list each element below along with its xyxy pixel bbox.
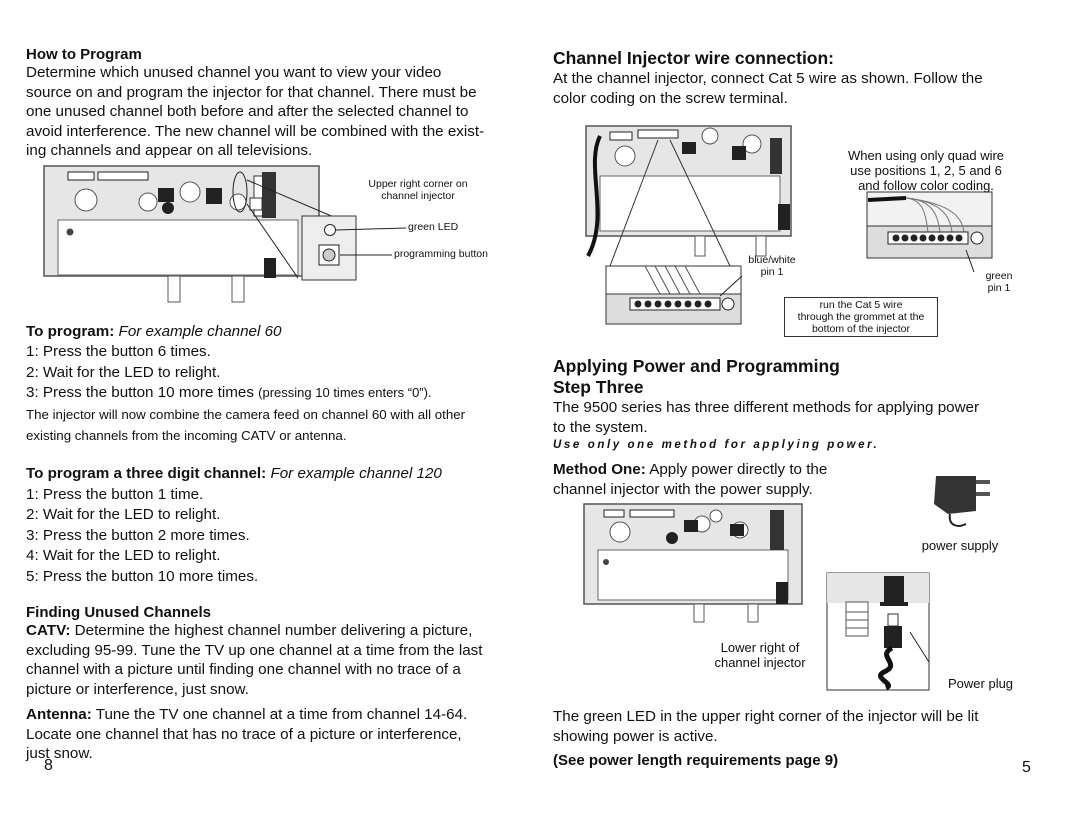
to-program-example: For example channel 60 [118,323,282,340]
label-grommet: run the Cat 5 wire through the grommet at the bottom of the injector [784,297,938,337]
label-power-supply: power supply [921,538,999,553]
program-step: 4: Wait for the LED to relight. [26,547,221,565]
label-power-plug: Power plug [948,676,1014,691]
power-section: Applying Power and Programming Step Three The 9500 series has three different methods for applying power to the system. Use only one method for applying power. [553,356,1053,454]
program-step: 2: Wait for the LED to relight. [26,363,221,381]
method-one-text: Method One: Apply power directly to the channel injector with the power supply. [553,461,828,498]
to-program-section: To program: For example channel 60 1: Press the button 6 times. 2: Wait for the LED to relight. 3: Press the button 10 more times (pressing 10 times enters “0”). The injector will now combine the camera feed on channel 60 with all other existing channels from the incoming CATV or antenna. [26,322,526,446]
led-note: The green LED in the upper right corner of the injector will be lit showing power is active. [553,708,979,745]
how-to-program-text: Determine which unused channel you want to view your video source on and program the injector for that channel. There must be one unused channel both before and after the selected channel to avoid interference. The new channel will be combined with the exist- ing channels and appear on all televisions. [26,64,485,159]
wire-connection-section: Channel Injector wire connection: At the channel injector, connect Cat 5 wire as shown. Follow the color coding on the screw terminal. [553,48,1053,108]
power-heading: Applying Power and Programming Step Three [553,356,840,397]
antenna-label: Antenna: [26,706,92,723]
power-supply-icon [928,466,1000,532]
program-step: 1: Press the button 1 time. [26,485,204,503]
program-step: 2: Wait for the LED to relight. [26,506,221,524]
program-step: 3: Press the button 10 more times (pressing 10 times enters “0”). [26,384,432,402]
use-only-note: Use only one method for applying power. [553,439,880,451]
program-step: 1: Press the button 6 times. [26,343,211,360]
program-step: 3: Press the button 2 more times. [26,526,250,544]
finding-heading: Finding Unused Channels [26,604,212,621]
label-green-led: green LED [408,221,459,233]
label-lower-right: Lower right of channel injector [714,640,806,670]
quad-wire-figure [866,190,996,280]
injector-figure-power [580,500,810,630]
three-digit-section [26,464,526,588]
how-to-program-heading: How to Program [26,46,142,63]
label-programming-button: programming button [394,248,488,260]
wire-connection-heading: Channel Injector wire connection: [553,48,835,68]
antenna-section: Antenna: Tune the TV one channel at a time from channel 14-64. Locate one channel that has no trace of a picture or interference, just snow. [26,706,468,762]
program-step: 5: Press the button 10 more times. [26,567,259,585]
label-blue-white-pin: blue/white pin 1 [748,254,796,278]
page-number-right: 5 [1022,759,1031,776]
power-plug-closeup [826,572,931,692]
finding-section: Finding Unused Channels CATV: Determine the highest channel number delivering a picture, excluding 95-99. Tune the TV up one channel at a time from the last channel with a picture until finding one channel with no trace of a picture or interference, just snow. [26,604,536,699]
to-program-heading: To program: [26,323,115,340]
page-number-left: 8 [44,757,53,774]
how-to-program-section [26,46,526,161]
see-power-note: (See power length requirements page 9) [553,752,839,769]
label-upper-right-corner: Upper right corner on channel injector [368,178,468,202]
three-digit-example: For example channel 120 [270,465,442,482]
wiring-figure [570,106,800,331]
method-one-label: Method One: [553,461,646,478]
label-green-pin: green pin 1 [985,270,1013,294]
three-digit-heading: To program a three digit channel: [26,465,267,482]
label-quad-wire: When using only quad wire use positions 1, 2, 5 and 6 and follow color coding. [847,148,1005,193]
catv-label: CATV: [26,622,71,639]
